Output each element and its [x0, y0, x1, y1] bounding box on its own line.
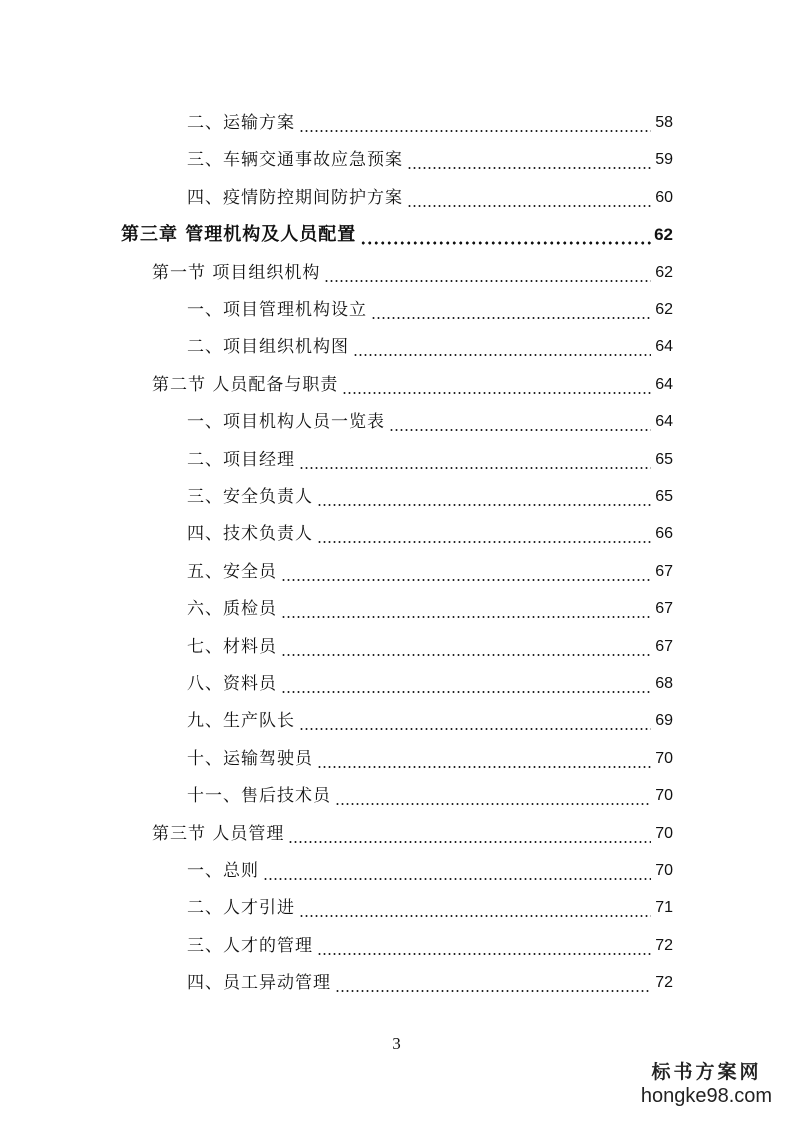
toc-leader-dots — [335, 785, 651, 807]
toc-entry-label: 第三章 管理机构及人员配置 — [121, 224, 357, 246]
toc-entry-label: 十一、售后技术员 — [187, 786, 331, 807]
toc-entry-page: 64 — [655, 413, 673, 431]
toc-entry-label: 十、运输驾驶员 — [187, 748, 313, 769]
toc-section-entry — [152, 815, 673, 845]
toc-leader-dots — [317, 523, 651, 545]
toc-entry-page: 69 — [655, 712, 673, 730]
toc-leader-dots — [389, 411, 651, 433]
toc-leader-dots — [360, 224, 651, 246]
toc-entry-label: 九、生产队长 — [187, 711, 295, 732]
toc-leader-dots — [299, 897, 651, 919]
toc-leader-dots — [324, 262, 651, 284]
toc-entry-page: 64 — [655, 375, 673, 393]
toc-leader-dots — [353, 336, 651, 358]
toc-entry-page: 72 — [655, 974, 673, 992]
toc-item-entry — [187, 628, 673, 658]
toc-item-entry — [187, 328, 673, 358]
toc-item-entry — [187, 515, 673, 545]
toc-entry-page: 67 — [655, 637, 673, 655]
toc-item-entry — [187, 665, 673, 695]
toc-leader-dots — [342, 374, 651, 396]
toc-item-entry — [187, 702, 673, 732]
toc-entry-page: 67 — [655, 600, 673, 618]
toc-entry-page: 70 — [655, 787, 673, 805]
toc-entry-page: 62 — [655, 263, 673, 281]
toc-item-entry — [187, 889, 673, 919]
toc-entry-label: 二、运输方案 — [187, 113, 295, 133]
toc-item-entry — [187, 852, 673, 882]
toc-entry-page: 65 — [655, 488, 673, 505]
toc-leader-dots — [299, 710, 651, 732]
toc-entry-label: 一、总则 — [187, 861, 259, 881]
toc-leader-dots — [407, 187, 651, 209]
toc-leader-dots — [281, 598, 651, 620]
toc-entry-label: 一、项目管理机构设立 — [187, 300, 367, 320]
toc-item-entry — [187, 441, 673, 471]
toc-entry-page: 68 — [655, 675, 673, 692]
toc-leader-dots — [281, 561, 651, 583]
toc-entry-page: 59 — [655, 151, 673, 169]
toc-entry-label: 四、疫情防控期间防护方案 — [187, 187, 403, 208]
watermark — [634, 1060, 779, 1108]
toc-section-entry — [152, 254, 673, 284]
toc-leader-dots — [299, 112, 651, 134]
toc-item-entry — [187, 740, 673, 770]
toc-entry-label: 二、人才引进 — [187, 898, 295, 919]
toc-leader-dots — [335, 972, 651, 994]
toc-item-entry — [187, 403, 673, 433]
toc-entry-label: 二、项目经理 — [187, 449, 295, 470]
toc-leader-dots — [288, 823, 651, 845]
toc-entry-label: 三、车辆交通事故应急预案 — [187, 150, 403, 171]
toc-entry-label: 七、材料员 — [187, 636, 277, 657]
toc-entry-page: 66 — [655, 525, 673, 543]
toc-leader-dots — [281, 636, 651, 658]
toc-item-entry — [187, 553, 673, 583]
toc-entry-label: 八、资料员 — [187, 674, 277, 694]
toc-entry-page: 62 — [654, 225, 673, 245]
toc-item-entry — [187, 104, 673, 134]
toc-entry-page: 70 — [655, 862, 673, 879]
toc-entry-label: 四、员工异动管理 — [187, 973, 331, 994]
toc-item-entry — [187, 927, 673, 957]
toc-entry-label: 四、技术负责人 — [187, 524, 313, 545]
toc-item-entry — [187, 964, 673, 994]
toc-entry-page: 64 — [655, 338, 673, 356]
watermark-cn: 标书方案网 — [651, 1061, 762, 1083]
toc-leader-dots — [281, 673, 651, 695]
toc-entry-label: 第二节 人员配备与职责 — [152, 374, 339, 395]
toc-leader-dots — [317, 935, 651, 957]
toc-leader-dots — [299, 449, 651, 471]
toc-item-entry — [187, 777, 673, 807]
toc-item-entry — [187, 478, 673, 508]
page-number: 3 — [392, 1034, 401, 1053]
toc-entry-page: 70 — [655, 749, 673, 767]
toc-entry-label: 二、项目组织机构图 — [187, 337, 349, 358]
toc-entry-label: 三、安全负责人 — [187, 487, 313, 507]
toc-leader-dots — [407, 149, 651, 171]
toc-leader-dots — [263, 860, 651, 882]
toc-entry-label: 第三节 人员管理 — [152, 823, 285, 844]
toc-entry-label: 三、人才的管理 — [187, 935, 313, 956]
toc-entry-page: 71 — [655, 899, 673, 917]
toc-entry-page: 67 — [655, 562, 673, 580]
toc-item-entry — [187, 141, 673, 171]
toc-item-entry — [187, 179, 673, 209]
toc-item-entry — [187, 291, 673, 321]
toc-leader-dots — [317, 486, 651, 508]
toc-chapter-entry — [121, 216, 673, 246]
toc-entry-page: 65 — [655, 450, 673, 468]
toc-entry-page: 58 — [655, 114, 673, 131]
toc-leader-dots — [371, 299, 651, 321]
toc-entry-label: 五、安全员 — [187, 561, 277, 582]
toc-entry-page: 60 — [655, 188, 673, 206]
toc-entry-page: 72 — [655, 936, 673, 954]
toc-entry-label: 六、质检员 — [187, 599, 277, 620]
toc-entry-label: 第一节 项目组织机构 — [152, 262, 321, 283]
toc-leader-dots — [317, 748, 651, 770]
toc-entry-page: 70 — [655, 824, 673, 842]
watermark-en: hongke98.com — [640, 1085, 773, 1107]
toc-section-entry — [152, 366, 673, 396]
toc-entry-label: 一、项目机构人员一览表 — [187, 412, 385, 433]
toc-item-entry — [187, 590, 673, 620]
toc-entry-page: 62 — [655, 301, 673, 318]
